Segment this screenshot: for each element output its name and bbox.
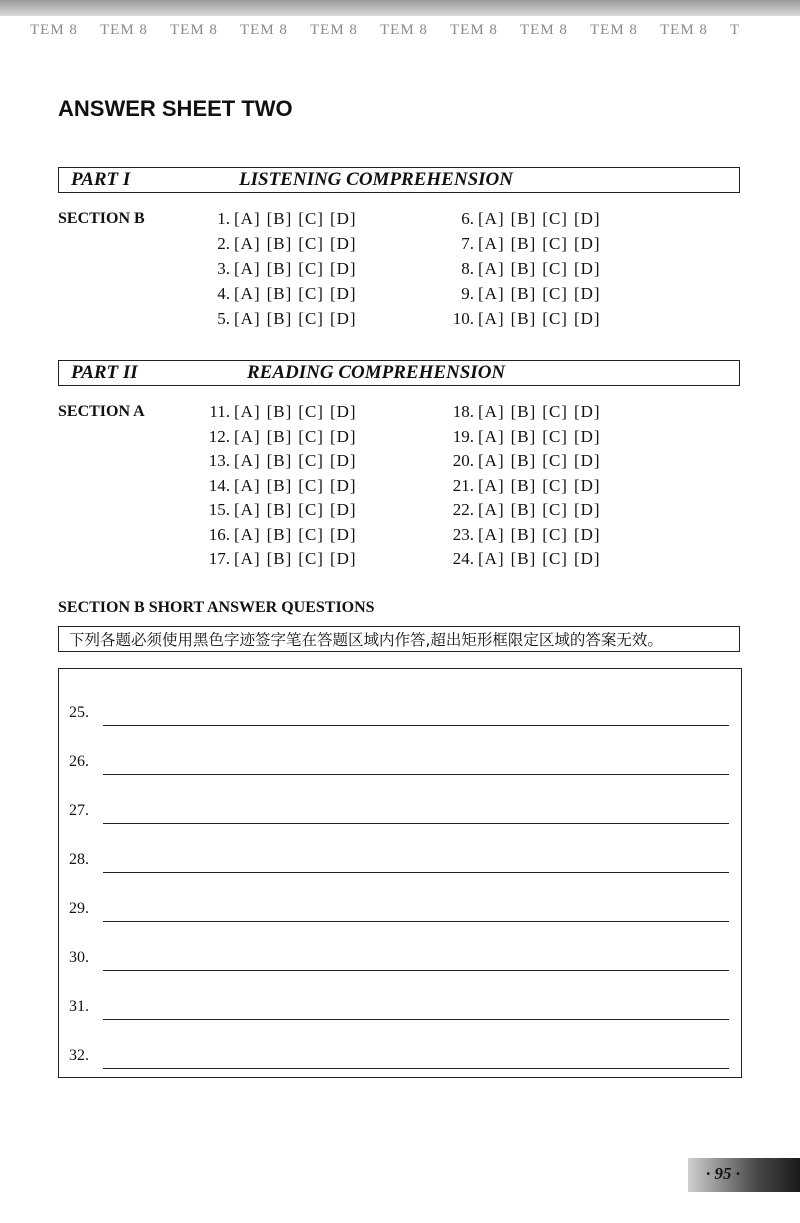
option-bubble[interactable]: [D] xyxy=(573,524,601,544)
option-bubble[interactable]: [C] xyxy=(298,426,324,446)
option-bubble[interactable]: [B] xyxy=(510,500,537,519)
header-mark: TEM 8 xyxy=(170,22,218,38)
option-bubble[interactable]: [D] xyxy=(573,284,601,303)
answer-underline[interactable] xyxy=(103,1019,729,1020)
answer-line[interactable] xyxy=(69,998,729,1022)
part2-label: PART II xyxy=(71,362,138,383)
answer-line[interactable] xyxy=(69,1047,729,1071)
option-bubble[interactable]: [B] xyxy=(510,426,537,446)
option-bubble[interactable]: [A] xyxy=(234,259,261,278)
option-bubble[interactable]: [A] xyxy=(478,402,505,421)
option-bubble[interactable]: [B] xyxy=(266,309,293,328)
question-row xyxy=(196,525,363,545)
header-decoration xyxy=(0,0,800,16)
answer-number: 31. xyxy=(69,998,89,1015)
question-row xyxy=(440,549,607,569)
question-row xyxy=(196,500,363,520)
option-bubble[interactable]: [A] xyxy=(234,524,261,544)
option-bubble[interactable]: [D] xyxy=(329,451,357,470)
question-number: 8. xyxy=(461,259,474,278)
option-bubble[interactable]: [C] xyxy=(542,234,568,253)
question-number: 9. xyxy=(461,284,474,303)
question-row xyxy=(440,500,607,520)
option-bubble[interactable]: [D] xyxy=(329,524,357,544)
header-mark: TEM 8 xyxy=(100,22,148,38)
header-mark: TEM 8 xyxy=(520,22,568,38)
question-row xyxy=(440,402,607,422)
answer-underline[interactable] xyxy=(103,921,729,922)
part2-title: READING COMPREHENSION xyxy=(247,362,506,383)
option-bubble[interactable]: [C] xyxy=(542,284,568,303)
answer-number: 30. xyxy=(69,949,89,966)
question-number: 5. xyxy=(217,309,230,328)
answer-line[interactable] xyxy=(69,802,729,826)
option-bubble[interactable]: [C] xyxy=(542,426,568,446)
question-row xyxy=(440,284,607,304)
question-number: 12. xyxy=(208,426,230,446)
header-mark: TEM 8 xyxy=(660,22,708,38)
option-bubble[interactable]: [D] xyxy=(573,549,601,568)
question-row xyxy=(196,234,363,254)
option-bubble[interactable]: [A] xyxy=(234,500,261,519)
answer-underline[interactable] xyxy=(103,872,729,873)
option-bubble[interactable]: [C] xyxy=(542,500,568,519)
option-bubble[interactable]: [D] xyxy=(329,402,357,421)
question-row xyxy=(196,284,363,304)
option-bubble[interactable]: [C] xyxy=(298,500,324,519)
option-bubble[interactable]: [B] xyxy=(510,475,537,495)
question-number: 7. xyxy=(461,234,474,253)
option-bubble[interactable]: [A] xyxy=(234,402,261,421)
part1-label: PART I xyxy=(71,169,131,190)
answer-number: 28. xyxy=(69,851,89,868)
question-number: 15. xyxy=(208,500,230,519)
option-bubble[interactable]: [A] xyxy=(234,549,261,568)
answer-line[interactable] xyxy=(69,851,729,875)
option-bubble[interactable]: [A] xyxy=(478,284,505,303)
part1-header xyxy=(58,167,740,193)
option-bubble[interactable]: [A] xyxy=(234,426,261,446)
header-mark: TEM 8 xyxy=(240,22,288,38)
option-bubble[interactable]: [A] xyxy=(234,234,261,253)
option-bubble[interactable]: [B] xyxy=(266,426,293,446)
option-bubble[interactable]: [D] xyxy=(329,500,357,519)
option-bubble[interactable]: [C] xyxy=(298,309,324,328)
header-mark: TEM 8 xyxy=(380,22,428,38)
question-number: 19. xyxy=(452,426,474,446)
answer-line[interactable] xyxy=(69,949,729,973)
option-bubble[interactable]: [C] xyxy=(298,259,324,278)
option-bubble[interactable]: [A] xyxy=(478,451,505,470)
option-bubble[interactable]: [C] xyxy=(542,549,568,568)
option-bubble[interactable]: [B] xyxy=(266,475,293,495)
question-row xyxy=(196,476,363,496)
option-bubble[interactable]: [C] xyxy=(542,309,568,328)
option-bubble[interactable]: [C] xyxy=(298,524,324,544)
option-bubble[interactable]: [D] xyxy=(573,500,601,519)
header-mark: TEM 8 xyxy=(30,22,78,38)
question-row xyxy=(440,259,607,279)
question-row xyxy=(440,234,607,254)
question-row xyxy=(196,427,363,447)
option-bubble[interactable]: [C] xyxy=(298,234,324,253)
option-bubble[interactable]: [B] xyxy=(510,259,537,278)
question-number: 6. xyxy=(461,209,474,228)
option-bubble[interactable]: [C] xyxy=(542,524,568,544)
option-bubble[interactable]: [C] xyxy=(542,259,568,278)
option-bubble[interactable]: [B] xyxy=(510,402,537,421)
answer-underline[interactable] xyxy=(103,1068,729,1069)
header-marks xyxy=(30,22,800,44)
option-bubble[interactable]: [D] xyxy=(573,451,601,470)
question-number: 24. xyxy=(452,549,474,568)
part1-section-label: SECTION B xyxy=(58,210,145,227)
header-mark: TEM 8 xyxy=(590,22,638,38)
question-number: 2. xyxy=(217,234,230,253)
question-number: 22. xyxy=(452,500,474,519)
answer-line[interactable] xyxy=(69,900,729,924)
option-bubble[interactable]: [B] xyxy=(510,549,537,568)
question-row xyxy=(440,476,607,496)
option-bubble[interactable]: [A] xyxy=(234,475,261,495)
option-bubble[interactable]: [D] xyxy=(329,259,357,278)
question-row xyxy=(196,309,363,329)
question-row xyxy=(196,402,363,422)
option-bubble[interactable]: [B] xyxy=(266,451,293,470)
question-number: 18. xyxy=(452,402,474,421)
option-bubble[interactable]: [C] xyxy=(298,209,324,228)
question-number: 4. xyxy=(217,284,230,303)
option-bubble[interactable]: [D] xyxy=(573,426,601,446)
option-bubble[interactable]: [A] xyxy=(478,259,505,278)
short-answer-heading: SECTION B SHORT ANSWER QUESTIONS xyxy=(58,599,375,616)
answer-line[interactable] xyxy=(69,704,729,728)
question-number: 3. xyxy=(217,259,230,278)
answer-number: 25. xyxy=(69,704,89,721)
question-number: 1. xyxy=(217,209,230,228)
option-bubble[interactable]: [D] xyxy=(573,209,601,228)
instruction-text: 下列各题必须使用黑色字迹签字笔在答题区域内作答,超出矩形框限定区域的答案无效。 xyxy=(69,631,663,649)
option-bubble[interactable]: [D] xyxy=(329,284,357,303)
question-row xyxy=(196,451,363,471)
option-bubble[interactable]: [B] xyxy=(266,284,293,303)
option-bubble[interactable]: [D] xyxy=(329,426,357,446)
option-bubble[interactable]: [C] xyxy=(298,402,324,421)
question-number: 14. xyxy=(208,475,230,495)
option-bubble[interactable]: [D] xyxy=(573,309,601,328)
option-bubble[interactable]: [B] xyxy=(266,500,293,519)
instruction-notice xyxy=(58,626,740,652)
option-bubble[interactable]: [A] xyxy=(478,475,505,495)
question-number: 17. xyxy=(208,549,230,568)
question-number: 10. xyxy=(452,309,474,328)
header-mark: T xyxy=(730,22,741,38)
answer-number: 26. xyxy=(69,753,89,770)
option-bubble[interactable]: [B] xyxy=(266,259,293,278)
part2-header xyxy=(58,360,740,386)
answer-underline[interactable] xyxy=(103,725,729,726)
option-bubble[interactable]: [D] xyxy=(329,475,357,495)
option-bubble[interactable]: [A] xyxy=(478,549,505,568)
answer-line[interactable] xyxy=(69,753,729,777)
option-bubble[interactable]: [C] xyxy=(542,209,568,228)
question-number: 21. xyxy=(452,475,474,495)
question-number: 13. xyxy=(208,451,230,470)
option-bubble[interactable]: [A] xyxy=(478,500,505,519)
option-bubble[interactable]: [A] xyxy=(234,284,261,303)
answer-box xyxy=(58,668,742,1078)
page-number: · 95 · xyxy=(706,1164,740,1183)
option-bubble[interactable]: [D] xyxy=(329,549,357,568)
question-row xyxy=(440,209,607,229)
option-bubble[interactable]: [D] xyxy=(573,259,601,278)
header-mark: TEM 8 xyxy=(450,22,498,38)
question-number: 16. xyxy=(208,524,230,544)
option-bubble[interactable]: [B] xyxy=(510,451,537,470)
option-bubble[interactable]: [A] xyxy=(478,234,505,253)
option-bubble[interactable]: [B] xyxy=(510,309,537,328)
option-bubble[interactable]: [C] xyxy=(298,549,324,568)
header-mark: TEM 8 xyxy=(310,22,358,38)
option-bubble[interactable]: [C] xyxy=(298,284,324,303)
page-title: ANSWER SHEET TWO xyxy=(58,96,293,121)
option-bubble[interactable]: [D] xyxy=(573,475,601,495)
question-row xyxy=(440,309,607,329)
option-bubble[interactable]: [A] xyxy=(478,426,505,446)
question-row xyxy=(440,427,607,447)
option-bubble[interactable]: [C] xyxy=(542,475,568,495)
part1-title: LISTENING COMPREHENSION xyxy=(239,169,513,190)
question-number: 11. xyxy=(209,402,230,421)
option-bubble[interactable]: [A] xyxy=(234,209,261,228)
option-bubble[interactable]: [B] xyxy=(266,524,293,544)
option-bubble[interactable]: [A] xyxy=(478,209,505,228)
part2-section-label: SECTION A xyxy=(58,403,145,420)
option-bubble[interactable]: [D] xyxy=(573,402,601,421)
question-row xyxy=(196,259,363,279)
answer-number: 32. xyxy=(69,1047,89,1064)
option-bubble[interactable]: [B] xyxy=(510,284,537,303)
option-bubble[interactable]: [A] xyxy=(234,309,261,328)
question-number: 23. xyxy=(452,524,474,544)
option-bubble[interactable]: [B] xyxy=(510,234,537,253)
option-bubble[interactable]: [D] xyxy=(329,309,357,328)
option-bubble[interactable]: [A] xyxy=(234,451,261,470)
answer-underline[interactable] xyxy=(103,823,729,824)
page-number-tab xyxy=(688,1158,800,1192)
option-bubble[interactable]: [B] xyxy=(266,209,293,228)
option-bubble[interactable]: [A] xyxy=(478,309,505,328)
answer-underline[interactable] xyxy=(103,970,729,971)
question-row xyxy=(196,549,363,569)
question-row xyxy=(440,525,607,545)
option-bubble[interactable]: [A] xyxy=(478,524,505,544)
option-bubble[interactable]: [D] xyxy=(329,234,357,253)
question-number: 20. xyxy=(452,451,474,470)
answer-number: 27. xyxy=(69,802,89,819)
option-bubble[interactable]: [C] xyxy=(542,402,568,421)
option-bubble[interactable]: [C] xyxy=(298,475,324,495)
option-bubble[interactable]: [C] xyxy=(298,451,324,470)
option-bubble[interactable]: [B] xyxy=(510,209,537,228)
question-row xyxy=(440,451,607,471)
answer-underline[interactable] xyxy=(103,774,729,775)
option-bubble[interactable]: [D] xyxy=(329,209,357,228)
answer-number: 29. xyxy=(69,900,89,917)
option-bubble[interactable]: [B] xyxy=(266,234,293,253)
question-row xyxy=(196,209,363,229)
option-bubble[interactable]: [D] xyxy=(573,234,601,253)
option-bubble[interactable]: [B] xyxy=(266,549,293,568)
option-bubble[interactable]: [B] xyxy=(266,402,293,421)
option-bubble[interactable]: [B] xyxy=(510,524,537,544)
option-bubble[interactable]: [C] xyxy=(542,451,568,470)
